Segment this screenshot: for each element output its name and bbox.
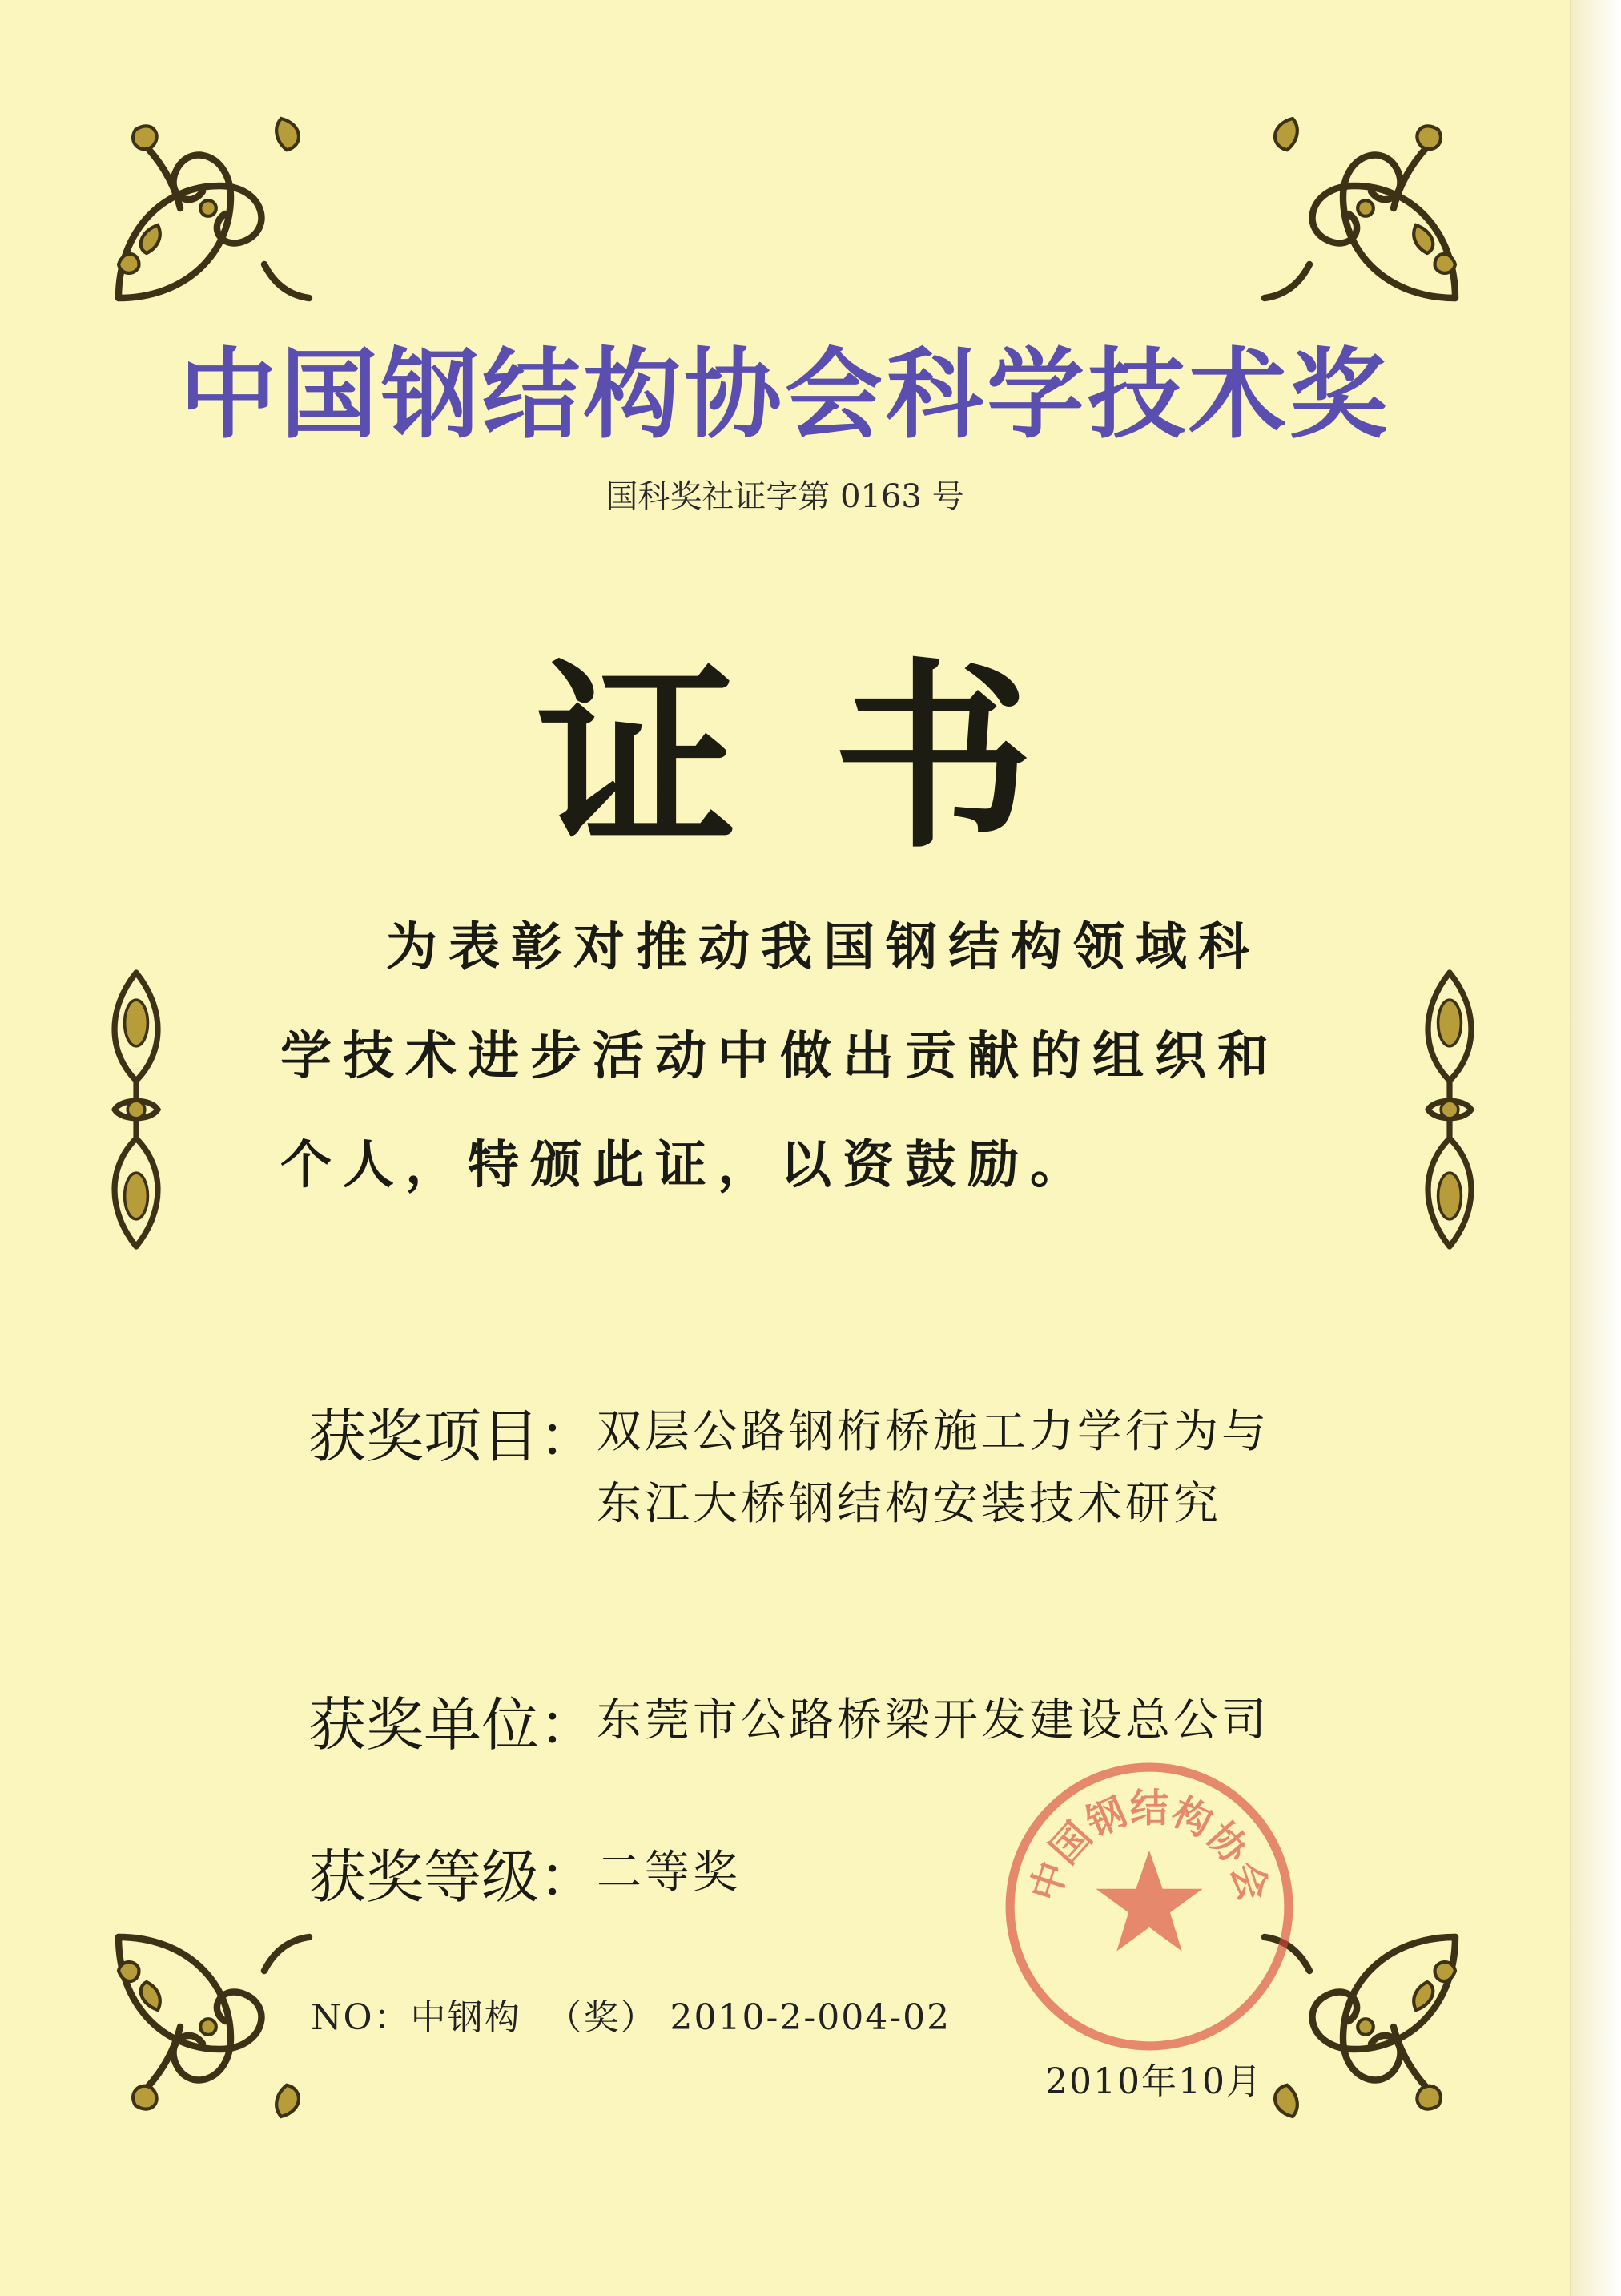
award-title: 中国钢结构协会科学技术奖 — [179, 338, 1390, 452]
certificate-number: NO：中钢构 （奖） 2010-2-004-02 — [311, 1997, 951, 2038]
project-row — [308, 1390, 1301, 1541]
grade-row — [308, 1831, 741, 1914]
scan-edge — [1571, 0, 1621, 2296]
grade-value: 二等奖 — [597, 1847, 742, 1899]
certificate-heading: 证书 — [537, 639, 1129, 875]
registration-number: 国科奖社证字第 0163 号 — [605, 478, 964, 515]
citation-text: 为表彰对推动我国钢结构领域科学技术进步活动中做出贡献的组织和个人，特颁此证，以资鼓励。 — [280, 917, 1280, 1195]
unit-label: 获奖单位： — [308, 1691, 597, 1758]
project-label: 获奖项目： — [308, 1403, 597, 1470]
grade-label: 获奖等级： — [308, 1843, 597, 1911]
unit-value: 东莞市公路桥梁开发建设总公司 — [597, 1694, 1270, 1746]
side-ornament-right-icon — [1406, 965, 1494, 1254]
unit-row — [308, 1678, 1269, 1762]
side-ornament-left-icon — [92, 965, 180, 1254]
corner-ornament-bottom-left-icon — [96, 1915, 320, 2139]
issue-date: 2010年10月 — [1045, 2061, 1263, 2102]
official-seal — [1001, 1758, 1297, 2055]
project-value: 双层公路钢桁桥施工力学行为与东江大桥钢结构安装技术研究 — [597, 1406, 1270, 1530]
seal-text: 中国钢结构协会 — [1022, 1786, 1277, 1907]
corner-ornament-top-left-icon — [96, 96, 320, 320]
corner-ornament-top-right-icon — [1253, 96, 1478, 320]
